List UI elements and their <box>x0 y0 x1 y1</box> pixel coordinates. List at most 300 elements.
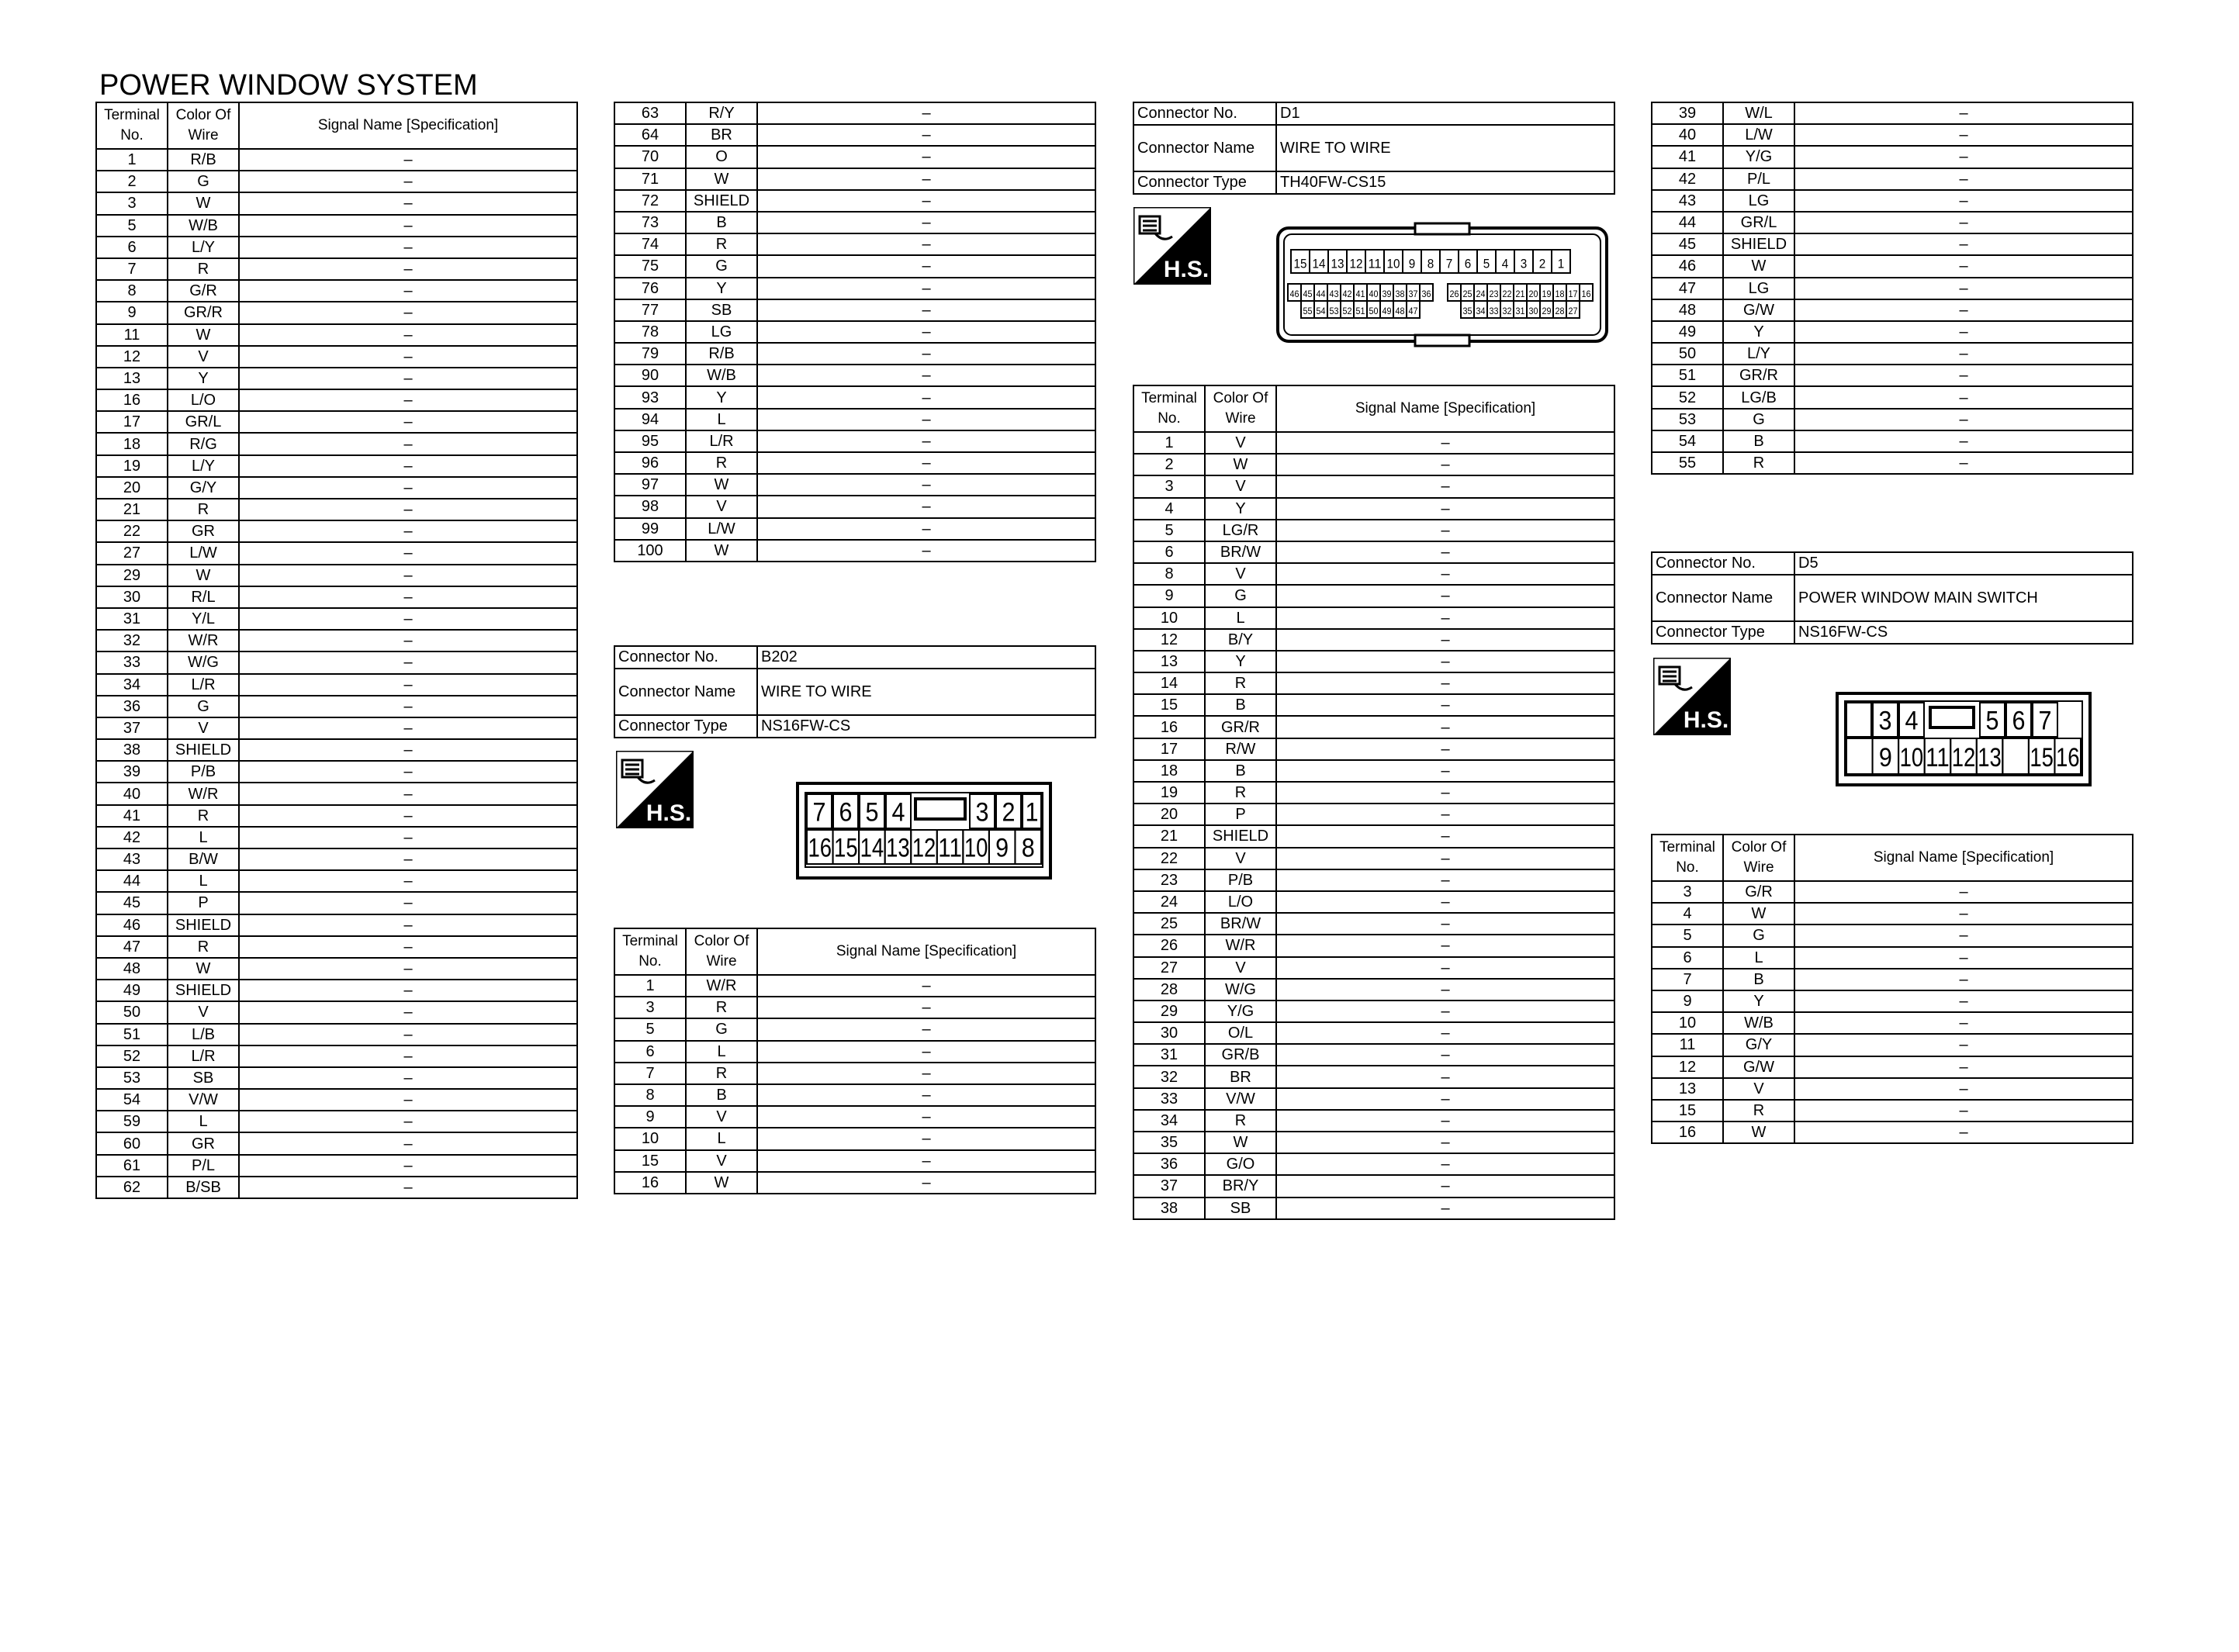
terminal-no-cell: 9 <box>1652 990 1723 1012</box>
terminal-no-cell: 51 <box>96 1024 168 1045</box>
signal-name-cell: – <box>757 997 1095 1018</box>
wire-color-cell: R/G <box>168 433 239 454</box>
harness-side-icon <box>616 751 694 828</box>
table-row <box>1652 102 2133 124</box>
signal-name-cell: – <box>1276 520 1614 541</box>
table-row <box>614 233 1095 255</box>
pin-number: 10 <box>1386 256 1400 271</box>
signal-name-cell: – <box>1276 585 1614 607</box>
pin-number: 15 <box>1293 256 1307 271</box>
table-row <box>96 149 577 171</box>
label-connector-name: Connector Name <box>1652 575 1794 621</box>
table-row <box>614 146 1095 168</box>
wire-color-cell: R <box>168 936 239 958</box>
terminal-no-cell: 16 <box>614 1172 686 1194</box>
pin-number: 46 <box>1289 289 1299 300</box>
connector-type-value: NS16FW-CS <box>757 715 1095 738</box>
terminal-no-cell: 48 <box>1652 299 1723 321</box>
signal-name-cell: – <box>239 674 577 696</box>
table-row <box>1652 321 2133 343</box>
wire-color-cell: V <box>1205 432 1276 454</box>
signal-name-cell: – <box>239 455 577 477</box>
wire-color-cell: W <box>1205 454 1276 475</box>
terminal-no-cell: 37 <box>96 717 168 739</box>
pin-number: 16 <box>1581 289 1591 300</box>
pin-number: 12 <box>1951 742 1976 772</box>
table-row <box>96 542 577 564</box>
table-row <box>1652 255 2133 277</box>
terminal-no-cell: 44 <box>1652 212 1723 233</box>
wire-color-cell: R <box>686 1063 757 1084</box>
pin-number: 3 <box>1878 706 1892 736</box>
signal-name-cell: – <box>1276 804 1614 825</box>
signal-name-cell: – <box>239 936 577 958</box>
signal-name-cell: – <box>757 1106 1095 1128</box>
terminal-no-cell: 71 <box>614 168 686 190</box>
table-row <box>96 455 577 477</box>
wire-color-cell: Y <box>1723 990 1794 1012</box>
table-row <box>96 499 577 520</box>
table-row <box>96 433 577 454</box>
terminal-no-cell: 15 <box>1133 694 1205 716</box>
wire-color-cell: W/G <box>168 651 239 673</box>
terminal-no-cell: 6 <box>1133 541 1205 563</box>
page-title: POWER WINDOW SYSTEM <box>99 69 478 102</box>
terminal-no-cell: 99 <box>614 518 686 540</box>
label-connector-no: Connector No. <box>1652 552 1794 575</box>
signal-name-cell: – <box>1276 432 1614 454</box>
terminal-no-cell: 54 <box>1652 430 1723 452</box>
col-header-color: Color Of Wire <box>1723 835 1794 881</box>
signal-name-cell: – <box>1794 409 2133 430</box>
terminal-no-cell: 47 <box>1652 278 1723 299</box>
terminal-no-cell: 34 <box>1133 1110 1205 1132</box>
signal-name-cell: – <box>1276 651 1614 672</box>
pin-number: 37 <box>1408 289 1418 300</box>
terminal-no-cell: 13 <box>1133 651 1205 672</box>
table-row <box>1652 343 2133 365</box>
table-row <box>96 1132 577 1154</box>
pin-number: 14 <box>860 833 884 863</box>
table-row <box>96 1045 577 1067</box>
terminal-no-cell: 1 <box>1133 432 1205 454</box>
wire-color-cell: R <box>1205 1110 1276 1132</box>
terminal-no-cell: 61 <box>96 1155 168 1177</box>
pin-number: 1 <box>1025 797 1039 828</box>
terminal-no-cell: 13 <box>1652 1078 1723 1100</box>
table-row <box>1133 1198 1614 1219</box>
table-row <box>1652 1121 2133 1143</box>
terminal-no-cell: 29 <box>96 565 168 586</box>
wire-color-cell: W/L <box>1723 102 1794 124</box>
signal-name-cell: – <box>1794 969 2133 990</box>
table-row <box>614 102 1095 124</box>
terminal-no-cell: 10 <box>614 1128 686 1149</box>
pin-number: 41 <box>1355 289 1365 300</box>
terminal-no-cell: 12 <box>96 346 168 368</box>
wire-color-cell: R <box>686 233 757 255</box>
signal-name-cell: – <box>757 1150 1095 1172</box>
pin-number: 32 <box>1502 306 1512 317</box>
signal-name-cell: – <box>1794 233 2133 255</box>
wire-color-cell: SHIELD <box>1723 233 1794 255</box>
table-row <box>96 1024 577 1045</box>
signal-name-cell: – <box>1276 563 1614 585</box>
wire-color-cell: L/Y <box>168 455 239 477</box>
table-row <box>96 1089 577 1111</box>
signal-name-cell: – <box>757 1041 1095 1063</box>
pin-number: 47 <box>1408 306 1418 317</box>
table-row <box>96 717 577 739</box>
terminal-no-cell: 46 <box>96 914 168 936</box>
label-connector-type: Connector Type <box>614 715 757 738</box>
table-row <box>614 190 1095 212</box>
terminal-no-cell: 46 <box>1652 255 1723 277</box>
pin-number: 9 <box>1408 256 1416 271</box>
terminal-no-cell: 60 <box>96 1132 168 1154</box>
terminal-no-cell: 24 <box>1133 891 1205 913</box>
wire-color-cell: W/R <box>1205 935 1276 956</box>
col-header-terminal: Terminal No. <box>614 928 686 975</box>
signal-name-cell: – <box>757 386 1095 408</box>
wire-color-cell: P/B <box>168 761 239 783</box>
pin-number: 45 <box>1303 289 1313 300</box>
terminal-no-cell: 16 <box>96 389 168 411</box>
pin-number: 48 <box>1395 306 1405 317</box>
signal-name-cell: – <box>1794 1078 2133 1100</box>
terminal-no-cell: 5 <box>1652 924 1723 946</box>
signal-name-cell: – <box>239 258 577 280</box>
wire-color-cell: G/W <box>1723 299 1794 321</box>
signal-name-cell: – <box>1794 278 2133 299</box>
table-row <box>96 696 577 717</box>
terminal-no-cell: 27 <box>96 542 168 564</box>
signal-name-cell: – <box>757 1018 1095 1040</box>
table-row <box>1652 386 2133 408</box>
wire-color-cell: B/W <box>168 848 239 870</box>
signal-name-cell: – <box>239 651 577 673</box>
terminal-no-cell: 11 <box>96 324 168 346</box>
signal-name-cell: – <box>1794 452 2133 474</box>
terminal-no-cell: 97 <box>614 474 686 496</box>
wire-color-cell: G/R <box>1723 881 1794 903</box>
pin-number: 33 <box>1489 306 1499 317</box>
wire-color-cell: W/B <box>1723 1012 1794 1034</box>
pin-number: 7 <box>812 797 826 828</box>
connector-no-value: D1 <box>1276 102 1614 125</box>
signal-name-cell: – <box>239 1111 577 1132</box>
terminal-no-cell: 17 <box>1133 738 1205 760</box>
signal-name-cell: – <box>757 278 1095 299</box>
terminal-no-cell: 18 <box>96 433 168 454</box>
terminal-no-cell: 42 <box>1652 168 1723 190</box>
wire-color-cell: P <box>1205 804 1276 825</box>
terminal-no-cell: 40 <box>1652 124 1723 146</box>
terminal-no-cell: 5 <box>96 215 168 237</box>
signal-name-cell: – <box>757 496 1095 517</box>
terminal-no-cell: 73 <box>614 212 686 233</box>
wire-color-cell: L/W <box>168 542 239 564</box>
wire-color-cell: BR/W <box>1205 541 1276 563</box>
wire-color-cell: P/L <box>168 1155 239 1177</box>
table-row <box>96 520 577 542</box>
wire-color-cell: Y/G <box>1205 1001 1276 1022</box>
terminal-no-cell: 43 <box>1652 190 1723 212</box>
wire-color-cell: B <box>1205 760 1276 782</box>
terminal-no-cell: 15 <box>614 1150 686 1172</box>
table-row <box>1133 957 1614 979</box>
terminal-no-cell: 12 <box>1133 629 1205 651</box>
table-row <box>96 586 577 608</box>
pin-number: 7 <box>1445 256 1453 271</box>
table-row <box>1133 1066 1614 1087</box>
pin-number: 28 <box>1555 306 1565 317</box>
col-header-color: Color Of Wire <box>1205 385 1276 432</box>
table-row <box>1133 498 1614 520</box>
table-row <box>614 365 1095 386</box>
terminal-no-cell: 49 <box>1652 321 1723 343</box>
terminal-table-d5 <box>1651 834 2133 1144</box>
pin-number: 4 <box>1501 256 1509 271</box>
table-row <box>1133 629 1614 651</box>
wire-color-cell: W <box>686 1172 757 1194</box>
wire-color-cell: V <box>168 346 239 368</box>
terminal-no-cell: 22 <box>1133 848 1205 869</box>
wire-color-cell: L/B <box>168 1024 239 1045</box>
terminal-no-cell: 6 <box>614 1041 686 1063</box>
signal-name-cell: – <box>757 1084 1095 1106</box>
pin-number: 14 <box>1312 256 1326 271</box>
wire-color-cell: R <box>1205 672 1276 694</box>
terminal-no-cell: 29 <box>1133 1001 1205 1022</box>
terminal-no-cell: 36 <box>96 696 168 717</box>
wire-color-cell: L/O <box>1205 891 1276 913</box>
signal-name-cell: – <box>1794 1056 2133 1078</box>
terminal-no-cell: 2 <box>96 171 168 192</box>
wire-color-cell: R/B <box>168 149 239 171</box>
wire-color-cell: P/L <box>1723 168 1794 190</box>
terminal-no-cell: 77 <box>614 299 686 321</box>
pin-number: 7 <box>2038 706 2052 736</box>
signal-name-cell: – <box>239 848 577 870</box>
signal-name-cell: – <box>1276 716 1614 738</box>
signal-name-cell: – <box>1276 1066 1614 1087</box>
pin-number: 8 <box>1427 256 1434 271</box>
table-row <box>1133 825 1614 847</box>
wire-color-cell: R/L <box>168 586 239 608</box>
terminal-no-cell: 38 <box>96 739 168 761</box>
pin-number: 5 <box>1483 256 1490 271</box>
signal-name-cell: – <box>239 520 577 542</box>
table-row <box>96 980 577 1001</box>
table-row <box>96 870 577 892</box>
signal-name-cell: – <box>1276 672 1614 694</box>
terminal-no-cell: 44 <box>96 870 168 892</box>
connector-no-value: D5 <box>1794 552 2133 575</box>
table-row <box>1133 782 1614 804</box>
signal-name-cell: – <box>1794 365 2133 386</box>
wire-color-cell: V/W <box>168 1089 239 1111</box>
signal-name-cell: – <box>757 168 1095 190</box>
signal-name-cell: – <box>1794 343 2133 365</box>
table-row <box>96 914 577 936</box>
signal-name-cell: – <box>239 499 577 520</box>
wire-color-cell: W/R <box>168 783 239 804</box>
wire-color-cell: V <box>686 1106 757 1128</box>
signal-name-cell: – <box>1276 1175 1614 1197</box>
wire-color-cell: V/W <box>1205 1088 1276 1110</box>
pin-number: 15 <box>834 833 858 863</box>
table-row <box>1652 1100 2133 1121</box>
terminal-no-cell: 8 <box>96 280 168 302</box>
wire-color-cell: SB <box>168 1067 239 1089</box>
wire-color-cell: L <box>1723 947 1794 969</box>
table-row <box>1133 520 1614 541</box>
pin-number: 11 <box>1368 256 1382 271</box>
signal-name-cell: – <box>239 630 577 651</box>
signal-name-cell: – <box>1276 607 1614 629</box>
signal-name-cell: – <box>1794 947 2133 969</box>
signal-name-cell: – <box>1276 848 1614 869</box>
table-row <box>614 386 1095 408</box>
terminal-no-cell: 47 <box>96 936 168 958</box>
table-row <box>96 1111 577 1132</box>
terminal-no-cell: 30 <box>96 586 168 608</box>
pin-number: 36 <box>1421 289 1431 300</box>
terminal-no-cell: 49 <box>96 980 168 1001</box>
table-row <box>96 892 577 914</box>
col-header-signal: Signal Name [Specification] <box>239 102 577 149</box>
terminal-no-cell: 13 <box>96 368 168 389</box>
wire-color-cell: LG <box>1723 190 1794 212</box>
pin-number: 52 <box>1342 306 1352 317</box>
table-row <box>96 368 577 389</box>
table-row <box>96 411 577 433</box>
wire-color-cell: L <box>168 870 239 892</box>
table-row <box>96 848 577 870</box>
wire-color-cell: SB <box>1205 1198 1276 1219</box>
table-row <box>1652 212 2133 233</box>
terminal-no-cell: 3 <box>96 192 168 214</box>
table-row <box>1133 1110 1614 1132</box>
terminal-no-cell: 50 <box>1652 343 1723 365</box>
wire-color-cell: BR <box>1205 1066 1276 1087</box>
wire-color-cell: V <box>1205 848 1276 869</box>
terminal-table-b202 <box>614 928 1096 1194</box>
signal-name-cell: – <box>757 146 1095 168</box>
wire-color-cell: B <box>1723 430 1794 452</box>
signal-name-cell: – <box>239 870 577 892</box>
pin-number: 16 <box>2055 742 2080 772</box>
signal-name-cell: – <box>757 233 1095 255</box>
table-row <box>1652 168 2133 190</box>
label-connector-type: Connector Type <box>1133 171 1276 194</box>
table-row <box>614 1172 1095 1194</box>
table-row <box>1133 1022 1614 1044</box>
terminal-no-cell: 9 <box>96 302 168 323</box>
signal-name-cell: – <box>757 540 1095 562</box>
col-header-terminal: Terminal No. <box>96 102 168 149</box>
pin-number: 1 <box>1557 256 1565 271</box>
table-row <box>1652 1056 2133 1078</box>
table-row <box>96 258 577 280</box>
col-header-terminal: Terminal No. <box>1133 385 1205 432</box>
signal-name-cell: – <box>239 1177 577 1198</box>
table-row <box>614 343 1095 365</box>
table-row <box>1133 935 1614 956</box>
pin-number: 11 <box>938 833 962 863</box>
terminal-no-cell: 52 <box>96 1045 168 1067</box>
table-row <box>1652 365 2133 386</box>
connector-d1-pinout <box>1275 220 1609 349</box>
wire-color-cell: Y/G <box>1723 146 1794 168</box>
terminal-no-cell: 34 <box>96 674 168 696</box>
wire-color-cell: L <box>1205 607 1276 629</box>
terminal-no-cell: 4 <box>1133 498 1205 520</box>
terminal-no-cell: 45 <box>1652 233 1723 255</box>
pin-number: 13 <box>1978 742 2002 772</box>
signal-name-cell: – <box>1794 1121 2133 1143</box>
terminal-no-cell: 27 <box>1133 957 1205 979</box>
terminal-no-cell: 26 <box>1133 935 1205 956</box>
signal-name-cell: – <box>239 739 577 761</box>
wire-color-cell: LG/R <box>1205 520 1276 541</box>
table-row <box>1133 913 1614 935</box>
pin-number: 12 <box>912 833 936 863</box>
terminal-table-main <box>95 102 578 1199</box>
table-row <box>96 192 577 214</box>
terminal-no-cell: 30 <box>1133 1022 1205 1044</box>
table-row <box>1652 969 2133 990</box>
wire-color-cell: L/R <box>168 1045 239 1067</box>
wire-color-cell: R <box>168 258 239 280</box>
wire-color-cell: B <box>1205 694 1276 716</box>
table-row <box>96 280 577 302</box>
wire-color-cell: L <box>686 409 757 430</box>
signal-name-cell: – <box>239 324 577 346</box>
signal-name-cell: – <box>1794 299 2133 321</box>
col-header-color: Color Of Wire <box>686 928 757 975</box>
terminal-no-cell: 94 <box>614 409 686 430</box>
wire-color-cell: B <box>1723 969 1794 990</box>
terminal-no-cell: 72 <box>614 190 686 212</box>
wire-color-cell: GR/L <box>1723 212 1794 233</box>
table-row <box>1133 1153 1614 1175</box>
hs-label: H.S. <box>1163 257 1209 282</box>
pin-number: 39 <box>1382 289 1392 300</box>
wire-color-cell: P <box>168 892 239 914</box>
terminal-no-cell: 59 <box>96 1111 168 1132</box>
wire-color-cell: R <box>686 452 757 474</box>
signal-name-cell: – <box>757 190 1095 212</box>
wire-color-cell: GR <box>168 1132 239 1154</box>
signal-name-cell: – <box>239 237 577 258</box>
signal-name-cell: – <box>1276 541 1614 563</box>
table-row <box>1133 760 1614 782</box>
terminal-no-cell: 100 <box>614 540 686 562</box>
table-row <box>1652 1078 2133 1100</box>
table-row <box>614 975 1095 997</box>
pin-number: 24 <box>1476 289 1486 300</box>
terminal-no-cell: 74 <box>614 233 686 255</box>
wire-color-cell: W <box>168 324 239 346</box>
pin-number: 21 <box>1515 289 1525 300</box>
terminal-no-cell: 15 <box>1652 1100 1723 1121</box>
pin-number: 40 <box>1369 289 1379 300</box>
signal-name-cell: – <box>757 975 1095 997</box>
pin-number: 6 <box>1464 256 1472 271</box>
wire-color-cell: V <box>1723 1078 1794 1100</box>
